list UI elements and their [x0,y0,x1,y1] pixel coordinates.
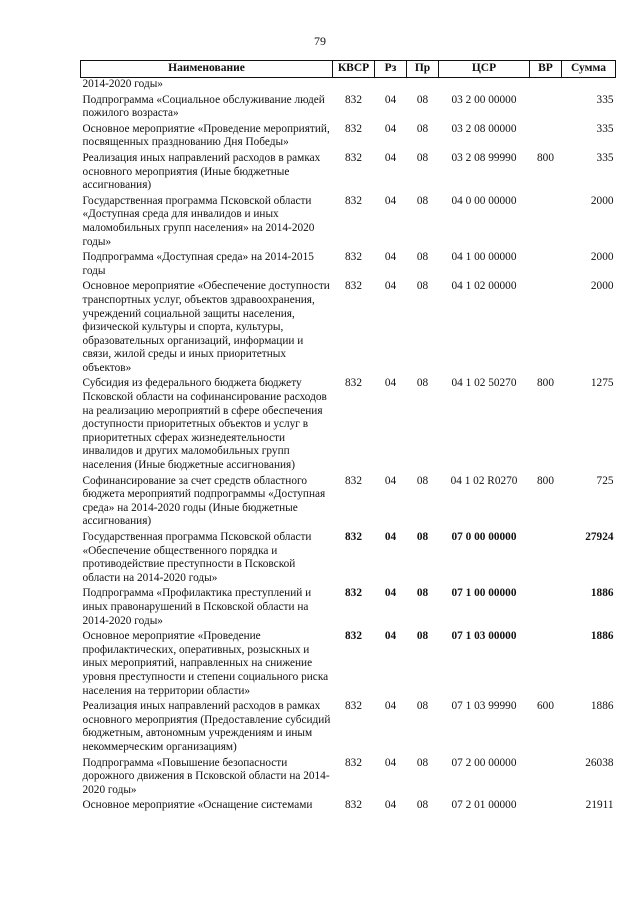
cell-kvsr: 832 [345,531,362,543]
table-row [81,251,616,280]
cell-name: Подпрограмма «Профилактика преступлений и иных правонарушений в Псковской области на 2014-2020 годы» [82,587,312,627]
cell-rz: 04 [384,630,397,643]
cell-sum: 335 [596,151,614,164]
cell-name: Подпрограмма «Доступная среда» на 2014-2015 годы [82,251,314,277]
cell-kvsr: 832 [345,799,362,812]
cell-pr: 08 [416,700,429,713]
cell-rz: 04 [384,194,397,207]
cell-rz: 04 [384,474,397,487]
cell-sum: 27924 [585,531,614,543]
cell-rz: 04 [384,251,397,264]
cell-name: Основное мероприятие «Обеспечение доступности транспортных услуг, объектов здравоохранения, учреждений социальной защиты населения, физической культуры и спорта, культуры, образовательных организаций, информации и связи, жилой среды и иных приоритетных объектов» [82,280,330,374]
header-sum: Сумма [562,61,616,78]
cell-csr: 03 2 00 00000 [451,93,517,106]
table-row [81,757,616,800]
cell-rz [375,78,407,94]
cell-name: Реализация иных направлений расходов в рамках основного мероприятия (Предоставление субсидий бюджетным, автономным учреждениям и иным некоммерческим организациям) [82,700,331,753]
cell-rz: 04 [384,756,397,769]
cell-pr: 08 [416,756,429,769]
cell-vr [530,78,562,94]
table-row [81,587,616,630]
cell-pr: 08 [416,122,429,135]
cell-pr: 08 [416,93,429,106]
cell-pr: 08 [416,474,429,487]
page-number: 79 [314,34,326,48]
cell-name: Основное мероприятие «Проведение мероприятий, посвященных празднованию Дня Победы» [82,122,330,149]
cell-kvsr: 832 [345,93,362,106]
cell-sum: 335 [596,93,614,106]
cell-rz: 04 [384,531,397,543]
cell-vr: 800 [537,151,554,164]
cell-kvsr: 832 [345,474,362,487]
cell-kvsr: 832 [345,280,362,293]
cell-csr: 07 1 03 99990 [451,700,517,713]
cell-csr [439,78,530,94]
cell-name: Государственная программа Псковской области «Обеспечение общественного порядка и противодействие преступности в Псковской области на 2014-2020 годы» [82,531,312,584]
cell-pr: 08 [416,587,429,600]
cell-kvsr: 832 [345,756,362,769]
table-header-row [81,61,616,78]
cell-sum: 1275 [590,377,614,390]
cell-vr [530,799,562,815]
cell-vr [530,630,562,700]
table-row [81,799,616,815]
cell-vr [530,195,562,251]
header-name: Наименование [81,61,333,78]
table-row [81,700,616,756]
table-row [81,475,616,531]
cell-csr: 04 0 00 00000 [451,194,517,207]
cell-vr [530,123,562,152]
cell-sum: 26038 [585,756,614,769]
header-rz: Рз [375,61,407,78]
table-body [81,78,616,815]
cell-csr: 04 1 02 R0270 [450,474,518,487]
header-vr: ВР [530,61,562,78]
cell-pr: 08 [416,799,429,812]
cell-csr: 07 1 03 00000 [451,630,517,643]
table-row [81,630,616,700]
cell-name: Подпрограмма «Повышение безопасности дорожного движения в Псковской области на 2014-2020 годы» [82,756,330,796]
cell-sum: 1886 [590,630,614,643]
cell-rz: 04 [384,700,397,713]
cell-pr: 08 [416,630,429,643]
cell-vr [530,587,562,630]
cell-csr: 04 1 00 00000 [451,251,517,264]
cell-kvsr [333,78,375,94]
cell-rz: 04 [384,122,397,135]
cell-vr: 600 [537,700,554,713]
header-csr: ЦСР [439,61,530,78]
cell-sum: 2000 [590,251,614,264]
table-row [81,377,616,474]
cell-csr: 07 2 01 00000 [451,799,517,812]
cell-kvsr: 832 [345,587,362,600]
cell-name: 2014-2020 годы» [82,78,163,90]
cell-pr: 08 [416,280,429,293]
cell-csr: 03 2 08 00000 [451,122,517,135]
table-row [81,78,616,94]
cell-sum: 1886 [590,587,614,600]
cell-pr: 08 [416,531,429,543]
cell-vr [530,94,562,123]
table-row [81,94,616,123]
cell-sum: 335 [596,122,614,135]
cell-vr: 800 [537,377,554,390]
cell-name: Основное мероприятие «Оснащение системами [82,799,313,812]
cell-rz: 04 [384,93,397,106]
header-pr: Пр [407,61,439,78]
cell-kvsr: 832 [345,377,362,390]
cell-pr: 08 [416,377,429,390]
cell-name: Субсидия из федерального бюджета бюджету Псковской области на софинансирование расходов на реализацию мероприятий в сфере обеспечения доступности приоритетных объектов и услуг в приоритетных сферах жизнедеятельности инвалидов и других маломобильных групп населения (Иные бюджетные ассигнования) [82,377,327,472]
cell-vr [530,531,562,587]
table-row [81,280,616,377]
cell-sum: 2000 [590,280,614,293]
cell-rz: 04 [384,799,397,812]
cell-vr [530,280,562,377]
header-kvsr: КВСР [333,61,375,78]
cell-name: Государственная программа Псковской области «Доступная среда для инвалидов и иных маломобильных групп населения» на 2014-2020 годы» [82,194,315,248]
cell-sum: 2000 [590,194,614,207]
cell-pr: 08 [416,251,429,264]
cell-csr: 04 1 02 00000 [451,280,517,293]
cell-sum: 21911 [585,799,614,812]
cell-vr [530,251,562,280]
cell-sum [562,78,616,94]
cell-kvsr: 832 [345,194,362,207]
cell-rz: 04 [384,587,397,600]
cell-name: Реализация иных направлений расходов в рамках основного мероприятия (Иные бюджетные ассигнования) [82,151,321,192]
cell-vr [530,757,562,800]
cell-sum: 1886 [590,700,614,713]
cell-csr: 07 1 00 00000 [451,587,517,600]
cell-rz: 04 [384,377,397,390]
cell-sum: 725 [596,474,614,487]
cell-vr: 800 [537,474,554,487]
cell-kvsr: 832 [345,251,362,264]
cell-csr: 03 2 08 99990 [451,151,517,164]
table-row [81,123,616,152]
cell-csr: 07 2 00 00000 [451,756,517,769]
cell-rz: 04 [384,151,397,164]
table-row [81,152,616,195]
cell-kvsr: 832 [345,151,362,164]
cell-kvsr: 832 [345,630,362,643]
cell-pr [407,78,439,94]
table-row [81,195,616,251]
budget-table [80,60,616,815]
cell-pr: 08 [416,151,429,164]
cell-csr: 04 1 02 50270 [451,377,517,390]
cell-kvsr: 832 [345,122,362,135]
cell-csr: 07 0 00 00000 [451,531,517,543]
cell-name: Софинансирование за счет средств областного бюджета мероприятий подпрограммы «Доступная среда» на 2014-2020 годы (Иные бюджетные ассигнования) [82,474,326,528]
cell-kvsr: 832 [345,700,362,713]
cell-rz: 04 [384,280,397,293]
cell-name: Основное мероприятие «Проведение профилактических, оперативных, розыскных и иных мероприятий, направленных на снижение уровня преступности и степени социального риска населения на территории области» [82,630,329,697]
cell-pr: 08 [416,194,429,207]
cell-name: Подпрограмма «Социальное обслуживание людей пожилого возраста» [82,93,325,120]
table-row [81,531,616,587]
